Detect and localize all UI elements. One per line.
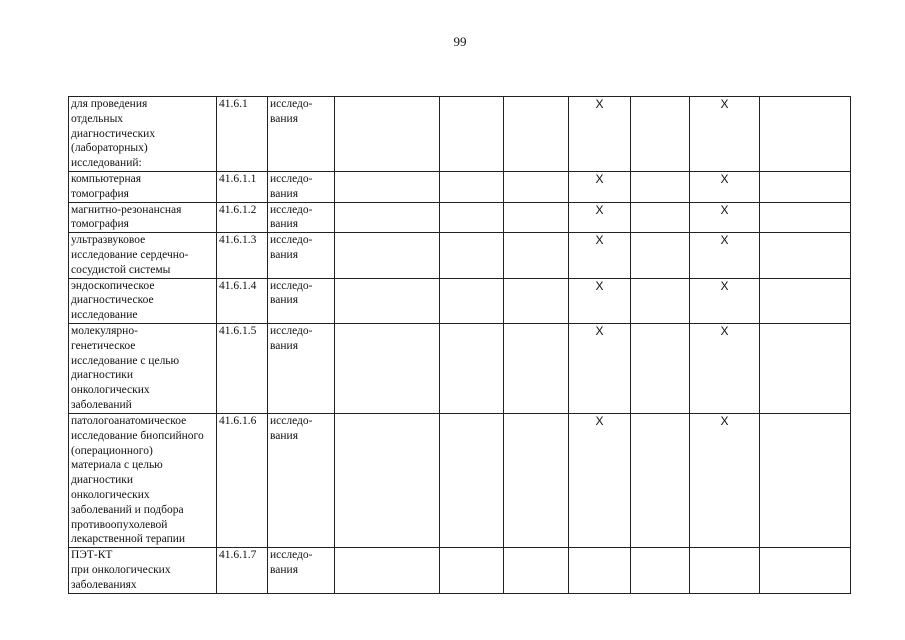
- service-name-cell: ПЭТ-КТ при онкологических заболеваниях: [69, 548, 217, 593]
- mark-cell: [335, 171, 440, 202]
- unit-cell: исследо- вания: [268, 202, 335, 233]
- mark-cell: [760, 202, 851, 233]
- service-code-cell: 41.6.1.6: [217, 413, 268, 547]
- mark-cell: [690, 548, 760, 593]
- table-row: [69, 233, 851, 278]
- mark-cell: [504, 548, 569, 593]
- table-row: [69, 548, 851, 593]
- mark-cell: X: [569, 278, 631, 323]
- mark-cell: [760, 548, 851, 593]
- mark-cell: [631, 233, 690, 278]
- service-name-cell: магнитно-резонансная томография: [69, 202, 217, 233]
- table-row: [69, 202, 851, 233]
- mark-cell: [440, 278, 504, 323]
- mark-cell: [440, 97, 504, 172]
- mark-cell: X: [690, 323, 760, 413]
- service-name-cell: ультразвуковое исследование сердечно- сосудистой системы: [69, 233, 217, 278]
- mark-cell: [504, 323, 569, 413]
- mark-cell: [631, 202, 690, 233]
- unit-cell: исследо- вания: [268, 413, 335, 547]
- mark-cell: X: [690, 97, 760, 172]
- service-code-cell: 41.6.1.1: [217, 171, 268, 202]
- mark-cell: [569, 548, 631, 593]
- mark-cell: X: [569, 233, 631, 278]
- mark-cell: [440, 548, 504, 593]
- service-code-cell: 41.6.1.3: [217, 233, 268, 278]
- table-row: [69, 278, 851, 323]
- mark-cell: [631, 323, 690, 413]
- mark-cell: X: [569, 171, 631, 202]
- unit-cell: исследо- вания: [268, 233, 335, 278]
- table-row: [69, 171, 851, 202]
- mark-cell: X: [569, 323, 631, 413]
- mark-cell: [504, 202, 569, 233]
- mark-cell: X: [690, 171, 760, 202]
- mark-cell: [440, 202, 504, 233]
- service-name-cell: компьютерная томография: [69, 171, 217, 202]
- mark-cell: [440, 233, 504, 278]
- table-row: [69, 323, 851, 413]
- mark-cell: [760, 97, 851, 172]
- mark-cell: [760, 413, 851, 547]
- mark-cell: X: [690, 202, 760, 233]
- service-name-cell: для проведения отдельных диагностических (лабораторных) исследований:: [69, 97, 217, 172]
- mark-cell: X: [690, 413, 760, 547]
- service-name-cell: молекулярно- генетическое исследование с целью диагностики онкологических заболеваний: [69, 323, 217, 413]
- mark-cell: [631, 548, 690, 593]
- service-code-cell: 41.6.1: [217, 97, 268, 172]
- mark-cell: [504, 233, 569, 278]
- mark-cell: X: [690, 233, 760, 278]
- mark-cell: [440, 413, 504, 547]
- mark-cell: [335, 233, 440, 278]
- mark-cell: [504, 413, 569, 547]
- table-row: [69, 413, 851, 547]
- service-name-cell: патологоанатомическое исследование биопсийного (операционного) материала с целью диагностики онкологических заболеваний и подбора противоопухолевой лекарственной терапии: [69, 413, 217, 547]
- service-code-cell: 41.6.1.7: [217, 548, 268, 593]
- mark-cell: [631, 97, 690, 172]
- page-number: 99: [453, 34, 467, 49]
- mark-cell: [335, 548, 440, 593]
- table-row: [69, 97, 851, 172]
- mark-cell: [631, 413, 690, 547]
- mark-cell: [504, 171, 569, 202]
- mark-cell: [335, 278, 440, 323]
- mark-cell: X: [569, 413, 631, 547]
- mark-cell: X: [690, 278, 760, 323]
- service-name-cell: эндоскопическое диагностическое исследование: [69, 278, 217, 323]
- mark-cell: [335, 97, 440, 172]
- mark-cell: [440, 171, 504, 202]
- mark-cell: [440, 323, 504, 413]
- mark-cell: [631, 278, 690, 323]
- mark-cell: [504, 97, 569, 172]
- service-code-cell: 41.6.1.2: [217, 202, 268, 233]
- service-code-cell: 41.6.1.5: [217, 323, 268, 413]
- services-table: [68, 96, 851, 594]
- mark-cell: X: [569, 97, 631, 172]
- mark-cell: X: [569, 202, 631, 233]
- mark-cell: [760, 278, 851, 323]
- unit-cell: исследо- вания: [268, 278, 335, 323]
- unit-cell: исследо- вания: [268, 548, 335, 593]
- mark-cell: [335, 202, 440, 233]
- unit-cell: исследо- вания: [268, 97, 335, 172]
- mark-cell: [504, 278, 569, 323]
- mark-cell: [760, 323, 851, 413]
- mark-cell: [335, 413, 440, 547]
- unit-cell: исследо- вания: [268, 323, 335, 413]
- unit-cell: исследо- вания: [268, 171, 335, 202]
- mark-cell: [760, 171, 851, 202]
- mark-cell: [335, 323, 440, 413]
- service-code-cell: 41.6.1.4: [217, 278, 268, 323]
- mark-cell: [631, 171, 690, 202]
- mark-cell: [760, 233, 851, 278]
